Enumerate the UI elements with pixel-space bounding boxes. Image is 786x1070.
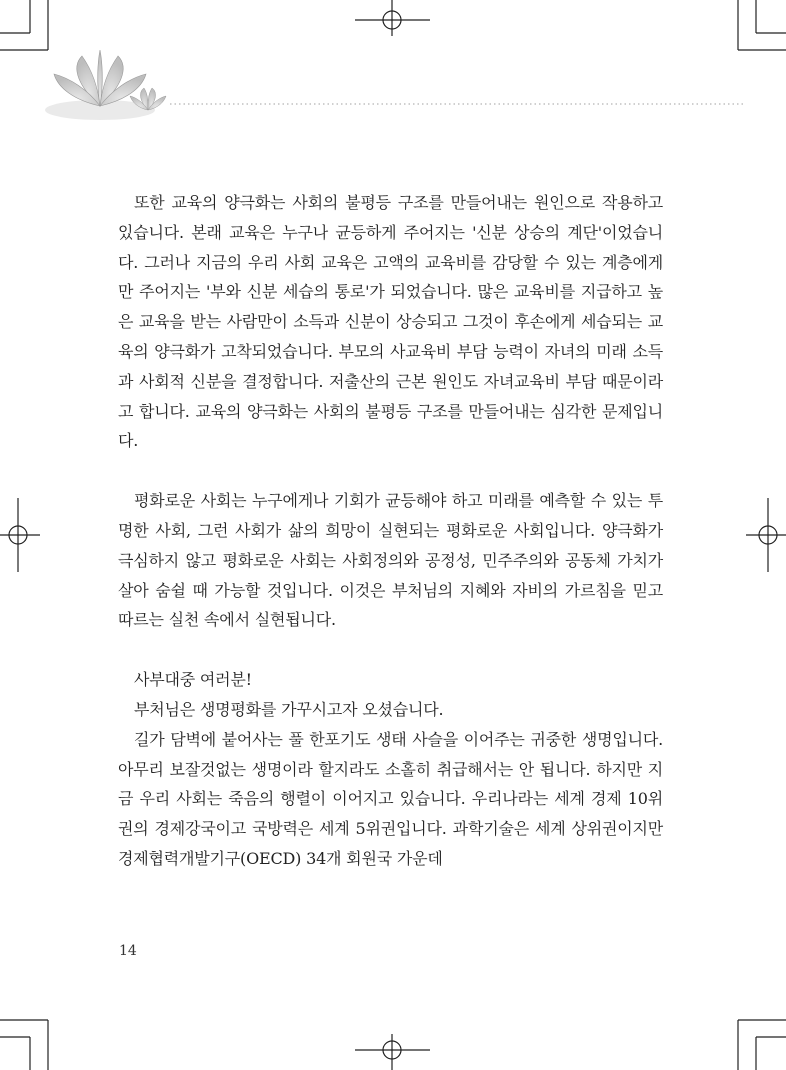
paragraph-education: 또한 교육의 양극화는 사회의 불평등 구조를 만들어내는 원인으로 작용하고 있습니다. 본래 교육은 누구나 균등하게 주어지는 '신분 상승의 계단'이었습니다. 그러나 지금의 우리 사회 교육은 고액의 교육비를 감당할 수 있는 계층에게만 주어지는 '부와 신분 세습의 통로'가 되었습니다. 많은 교육비를 지급하고 높은 교육을 받는 사람만이 소득과 신분이 상승되고 그것이 후손에게 세습되는 교육의 양극화가 고착되었습니다. 부모의 사교육비 부담 능력이 자녀의 미래 소득과 사회적 신분을 결정합니다. 저출산의 근본 원인도 자녀교육비 부담 때문이라고 합니다. 교육의 양극화는 사회의 불평등 구조를 만들어내는 심각한 문제입니다.: [118, 193, 663, 451]
paragraph-life: 길가 담벽에 붙어사는 풀 한포기도 생태 사슬을 이어주는 귀중한 생명입니다. 아무리 보잘것없는 생명이라 할지라도 소홀히 취급해서는 안 됩니다. 하지만 지금 우리 사회는 죽음의 행렬이 이어지고 있습니다. 우리나라는 세계 경제 10위권의 경제강국이고 국방력은 세계 5위권입니다. 과학기술은 세계 상위권이지만 경제협력개발기구(OECD) 34개 회원국 가운데: [118, 729, 663, 868]
paragraph-buddha: 부처님은 생명평화를 가꾸시고자 오셨습니다.: [134, 699, 444, 719]
paragraph-address: 사부대중 여러분!: [134, 670, 252, 690]
page-number: 14: [119, 943, 137, 959]
lotus-header-decoration: [40, 48, 750, 138]
paragraph-peaceful-society: 평화로운 사회는 누구에게나 기회가 균등해야 하고 미래를 예측할 수 있는 투명한 사회, 그런 사회가 삶의 희망이 실현되는 평화로운 사회입니다. 양극화가 극심하지 않고 평화로운 사회는 사회정의와 공정성, 민주주의와 공동체 가치가 살아 숨쉴 때 가능할 것입니다. 이것은 부처님의 지혜와 자비의 가르침을 믿고 따르는 실천 속에서 실현됩니다.: [118, 491, 663, 630]
body-text: [118, 188, 663, 874]
